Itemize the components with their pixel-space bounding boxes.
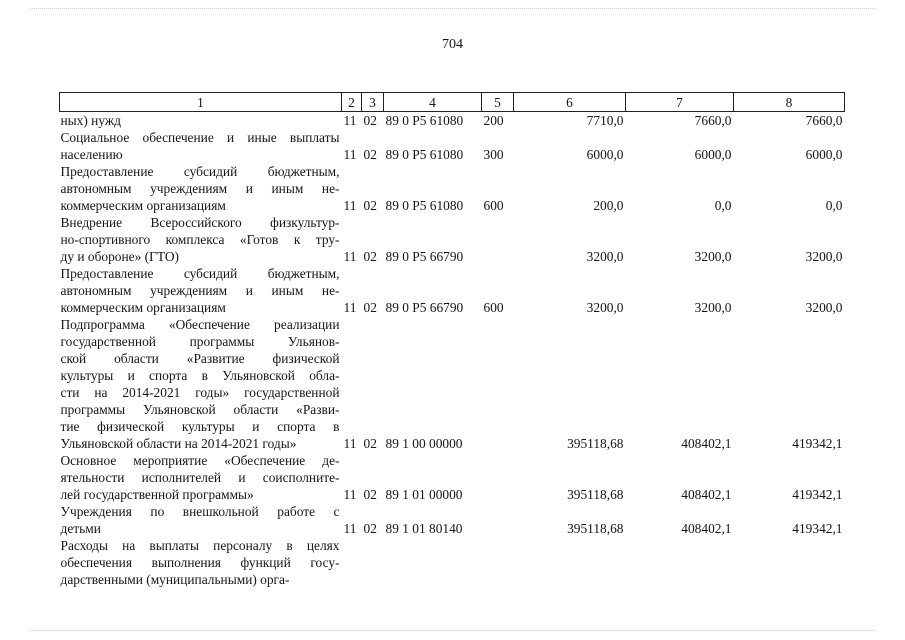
row-name-line: тие физической культуры и спорта в (60, 419, 340, 434)
row-amount-col8: 419342,1 (792, 521, 843, 536)
row-amount-col7: 408402,1 (681, 521, 732, 536)
row-expense-type: 600 (483, 300, 504, 315)
row-name-line: Ульяновской области на 2014-2021 годы» (60, 436, 297, 451)
row-subsection: 02 (363, 198, 377, 213)
budget-table (59, 92, 845, 588)
row-expense-type (482, 452, 514, 503)
row-amount-col7: 0,0 (714, 198, 732, 213)
row-name-line: Предоставление субсидий бюджетным, (60, 164, 340, 179)
row-expense-type (482, 503, 514, 537)
row-target-code: 89 0 P5 61080 (385, 198, 464, 213)
header-col-2: 2 (342, 93, 362, 112)
row-expense-type (482, 537, 514, 588)
row-section (342, 537, 362, 588)
row-target-code: 89 0 P5 66790 (385, 249, 464, 264)
row-subsection: 02 (363, 249, 377, 264)
row-name (60, 163, 342, 214)
row-target-code: 89 0 P5 66790 (385, 300, 464, 315)
row-name (60, 452, 342, 503)
row-expense-type: 600 (483, 198, 504, 213)
row-expense-type: 200 (483, 113, 504, 128)
scan-artifact-bottom (30, 630, 875, 632)
row-amount-col8: 7660,0 (805, 113, 843, 128)
table-row (60, 316, 845, 452)
row-amount-col7: 3200,0 (694, 249, 732, 264)
row-subsection: 02 (363, 147, 377, 162)
row-section: 11 (343, 487, 357, 502)
row-amount-col8: 3200,0 (805, 249, 843, 264)
row-target-code: 89 0 P5 61080 (385, 147, 464, 162)
row-amount-col8: 419342,1 (792, 487, 843, 502)
row-name-line: населению (60, 147, 123, 162)
row-name-line: Подпрограмма «Обеспечение реализации (60, 317, 340, 332)
row-name (60, 129, 342, 163)
row-subsection: 02 (363, 113, 377, 128)
row-amount-col7: 408402,1 (681, 436, 732, 451)
row-amount-col6: 395118,68 (567, 521, 624, 536)
row-name-line: автономным учреждениям и иным не- (60, 283, 340, 298)
row-amount-col6: 200,0 (593, 198, 624, 213)
row-name-line: коммерческим организациям (60, 198, 226, 213)
table-row (60, 214, 845, 265)
row-name-line: ской области «Развитие физической (60, 351, 340, 366)
row-section: 11 (343, 436, 357, 451)
row-amount-col8: 3200,0 (805, 300, 843, 315)
row-subsection: 02 (363, 521, 377, 536)
table-row (60, 265, 845, 316)
row-amount-col7: 408402,1 (681, 487, 732, 502)
row-name (60, 112, 342, 130)
row-name-line: Основное мероприятие «Обеспечение де- (60, 453, 340, 468)
header-col-4: 4 (384, 93, 482, 112)
row-expense-type (482, 316, 514, 452)
row-name-line: Предоставление субсидий бюджетным, (60, 266, 340, 281)
row-section: 11 (343, 300, 357, 315)
row-name-line: государственной программы Ульянов- (60, 334, 340, 349)
table-header-row (60, 93, 845, 112)
table-row (60, 112, 845, 130)
row-name-line: детьми (60, 521, 101, 536)
table-row (60, 163, 845, 214)
row-subsection: 02 (363, 436, 377, 451)
row-section: 11 (343, 113, 357, 128)
row-subsection: 02 (363, 300, 377, 315)
row-name-line: ду и обороне» (ГТО) (60, 249, 179, 264)
row-name-line: ных) нужд (60, 113, 121, 128)
header-col-3: 3 (362, 93, 384, 112)
row-target-code: 89 1 00 00000 (385, 436, 463, 451)
header-col-8: 8 (734, 93, 845, 112)
row-expense-type (482, 214, 514, 265)
row-amount-col7 (626, 537, 734, 588)
row-target-code (384, 537, 482, 588)
row-name (60, 265, 342, 316)
header-col-7: 7 (626, 93, 734, 112)
row-name (60, 503, 342, 537)
header-col-1: 1 (60, 93, 342, 112)
row-subsection (362, 537, 384, 588)
page-number: 704 (442, 37, 463, 52)
row-section: 11 (343, 147, 357, 162)
row-name-line: но-спортивного комплекса «Готов к тру- (60, 232, 340, 247)
row-expense-type: 300 (483, 147, 504, 162)
row-name-line: Социальное обеспечение и иные выплаты (60, 130, 340, 145)
row-name-line: ятельности исполнителей и соисполните- (60, 470, 340, 485)
row-section: 11 (343, 521, 357, 536)
row-section: 11 (343, 198, 357, 213)
row-name-line: культуры и спорта в Ульяновской обла- (60, 368, 340, 383)
row-amount-col7: 7660,0 (694, 113, 732, 128)
row-amount-col6 (514, 537, 626, 588)
row-name-line: автономным учреждениям и иным не- (60, 181, 340, 196)
table-row (60, 129, 845, 163)
row-amount-col6: 3200,0 (586, 249, 624, 264)
row-amount-col7: 6000,0 (694, 147, 732, 162)
header-col-5: 5 (482, 93, 514, 112)
row-name-line: программы Ульяновской области «Разви- (60, 402, 340, 417)
row-target-code: 89 0 P5 61080 (385, 113, 464, 128)
scan-artifact-top (30, 8, 875, 10)
row-amount-col8 (734, 537, 845, 588)
row-name (60, 214, 342, 265)
row-amount-col6: 395118,68 (567, 487, 624, 502)
row-subsection: 02 (363, 487, 377, 502)
row-amount-col7: 3200,0 (694, 300, 732, 315)
row-name-line: коммерческим организациям (60, 300, 226, 315)
row-name-line: дарственными (муниципальными) орга- (60, 572, 290, 587)
table-row (60, 537, 845, 588)
row-amount-col6: 3200,0 (586, 300, 624, 315)
row-section: 11 (343, 249, 357, 264)
row-name (60, 537, 342, 588)
row-amount-col8: 0,0 (825, 198, 843, 213)
row-amount-col8: 6000,0 (805, 147, 843, 162)
row-amount-col6: 395118,68 (567, 436, 624, 451)
row-name-line: Учреждения по внешкольной работе с (60, 504, 340, 519)
row-amount-col6: 7710,0 (586, 113, 624, 128)
header-col-6: 6 (514, 93, 626, 112)
row-amount-col8: 419342,1 (792, 436, 843, 451)
row-amount-col6: 6000,0 (586, 147, 624, 162)
row-name-line: сти на 2014-2021 годы» государственной (60, 385, 340, 400)
table-row (60, 452, 845, 503)
row-name-line: лей государственной программы» (60, 487, 254, 502)
row-name-line: Расходы на выплаты персоналу в целях (60, 538, 340, 553)
row-name (60, 316, 342, 452)
row-name-line: Внедрение Всероссийского физкультур- (60, 215, 340, 230)
row-target-code: 89 1 01 80140 (385, 521, 463, 536)
row-target-code: 89 1 01 00000 (385, 487, 463, 502)
table-row (60, 503, 845, 537)
row-name-line: обеспечения выполнения функций госу- (60, 555, 340, 570)
